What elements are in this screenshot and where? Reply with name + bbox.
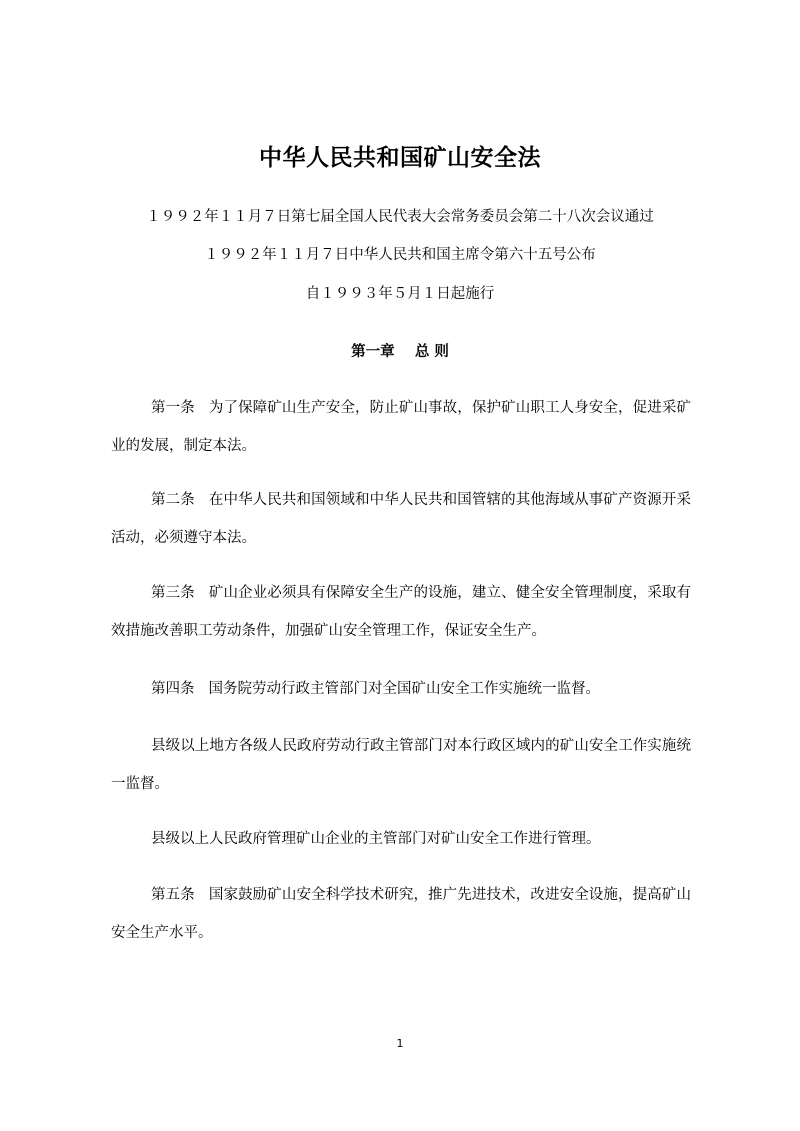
article-paragraph	[111, 481, 691, 557]
article-paragraph	[111, 876, 691, 952]
article-text: 县级以上地方各级人民政府劳动行政主管部门对本行政区域内的矿山安全工作实施统一监督。	[111, 738, 691, 792]
article-paragraph	[111, 820, 691, 858]
adoption-note: １９９２年１１月７日第七届全国人民代表大会常务委员会第二十八次会议通过	[146, 209, 654, 225]
article-label: 第一条	[151, 400, 195, 416]
article-text: 国务院劳动行政主管部门对全国矿山安全工作实施统一监督。	[208, 681, 600, 697]
document-title: 中华人民共和国矿山安全法	[259, 145, 541, 171]
article-label: 第三条	[151, 585, 195, 601]
article-text: 县级以上人民政府管理矿山企业的主管部门对矿山安全工作进行管理。	[151, 831, 601, 847]
article-paragraph	[111, 389, 691, 465]
article-text: 矿山企业必须具有保障安全生产的设施，建立、健全安全管理制度，采取有效措施改善职工劳动条件，加强矿山安全管理工作，保证安全生产。	[111, 585, 691, 639]
effective-date-note: 自１９９３年５月１日起施行	[305, 286, 495, 302]
article-text: 在中华人民共和国领域和中华人民共和国管辖的其他海域从事矿产资源开采活动，必须遵守本法。	[111, 492, 691, 546]
article-text: 国家鼓励矿山安全科学技术研究，推广先进技术，改进安全设施，提高矿山安全生产水平。	[111, 887, 691, 941]
article-label: 第五条	[151, 887, 195, 903]
article-paragraph	[111, 727, 691, 803]
article-paragraph	[111, 574, 691, 650]
article-label: 第二条	[151, 492, 195, 508]
chapter-heading	[0, 340, 800, 364]
article-text: 为了保障矿山生产安全，防止矿山事故，保护矿山职工人身安全，促进采矿业的发展，制定本法。	[111, 400, 691, 454]
chapter-name: 总 则	[414, 343, 449, 360]
chapter-number: 第一章	[351, 343, 395, 360]
article-paragraph	[111, 670, 691, 708]
promulgation-note: １９９２年１１月７日中华人民共和国主席令第六十五号公布	[204, 247, 596, 263]
article-label: 第四条	[151, 681, 195, 697]
page-number: 1	[396, 1037, 404, 1050]
